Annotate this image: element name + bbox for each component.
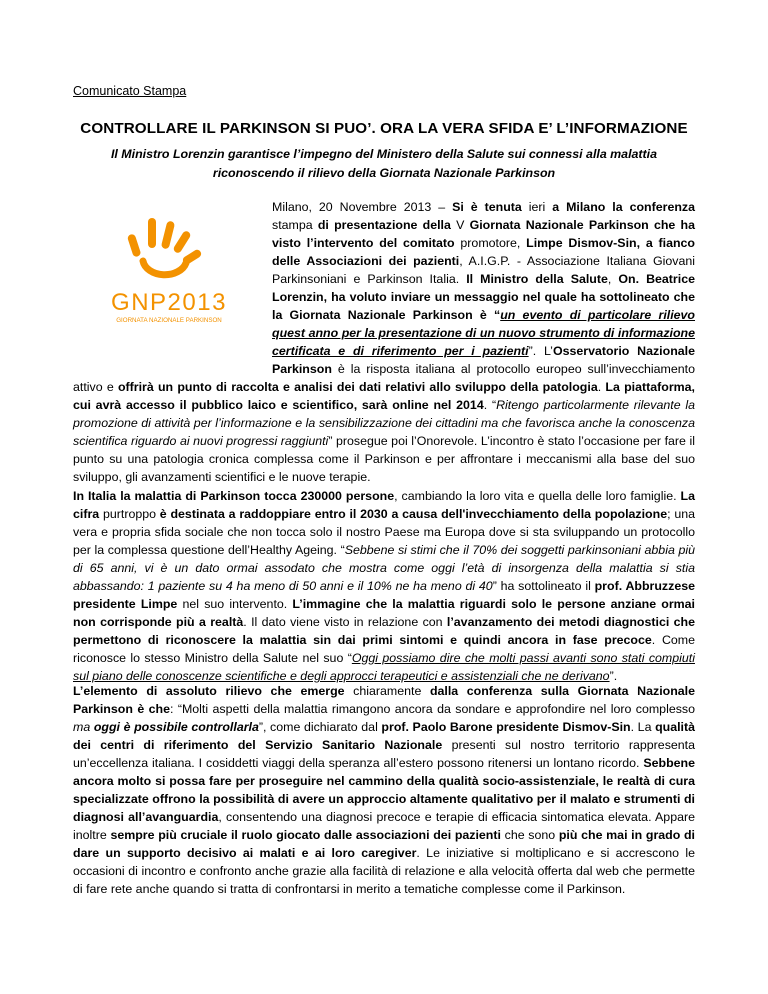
- paragraph-statistics: In Italia la malattia di Parkinson tocca 230000 persone, cambiando la loro vita e quella delle loro famiglie. La cifra purtroppo è destinata a raddoppiare entro il 2030 a causa dell'invecchiamento della popolazione; una vera e propria sfida sociale che non tocca solo il nostro Paese ma Europa dove si sta sviluppando un protocollo per la complessa questione dell’Healthy Ageing. “Sebbene si stimi che il 70% dei soggetti parkinsoniani abbia più di 65 anni, vi è un dato ormai assodato che mostra come oggi l’età di insorgenza della malattia si stia abbassando: 1 paziente su 4 ha meno di 50 anni e il 10% ne ha meno di 40” ha sottolineato il prof. Abbruzzese presidente Limpe nel suo intervento. L’immagine che la malattia riguardi solo le persone anziane ormai non corrisponde più a realtà. Il dato viene visto in relazione con l’avanzamento dei metodi diagnostici che permettono di riconoscere la malattia sin dai primi sintomi e quindi ancora in fase precoce. Come riconosce lo stesso Ministro della Salute nel suo “Oggi possiamo dire che molti passi avanti sono stati compiuti sul piano delle conoscenze scientifiche e degli approcci terapeutici e assistenziali che ne derivano”.: [73, 489, 696, 683]
- paragraph-intro: Milano, 20 Novembre 2013 – Si è tenuta ieri a Milano la conferenza stampa di presentazione della V Giornata Nazionale Parkinson che ha visto l’intervento del comitato promotore, Limpe Dismov-Sin, a fianco delle Associazioni dei pazienti, A.I.G.P. - Associazione Italiana Giovani Parkinsoniani e Parkinson Italia. Il Ministro della Salute, On. Beatrice Lorenzin, ha voluto inviare un messaggio nel quale ha sottolineato che la Giornata Nazionale Parkinson è “un evento di particolare rilievo quest anno per la presentazione di un nuovo strumento di informazione certificata e di riferimento per i pazienti”. L’Osservatorio Nazionale Parkinson è la risposta italiana al protocollo europeo sull’invecchiamento attivo e offrirà un punto di raccolta e analisi dei dati relativi allo sviluppo della patologia. La piattaforma, cui avrà accesso il pubblico laico e scientifico, sarà online nel 2014. “Ritengo particolarmente rilevante la promozione di attività per l’informazione e la sensibilizzazione dei cittadini ma che favorisca anche la conoscenza scientifica riguardo ai nuovi progressi raggiunti” prosegue poi l’Onorevole. L’incontro è stato l’occasione per fare il punto su una patologia cronica complessa come il Parkinson e per affrontare i meccanismi alla base del suo sviluppo, gli avanzamenti scientifici e le nuove terapie.: [73, 200, 696, 484]
- document-label: Comunicato Stampa: [73, 84, 187, 98]
- page-subtitle: Il Ministro Lorenzin garantisce l’impegno del Ministero della Salute sui connessi alla malattia riconoscendo il rilievo della Giornata Nazionale Parkinson: [110, 147, 657, 180]
- svg-text:GNP2013: GNP2013: [111, 289, 227, 316]
- svg-text:GIORNATA NAZIONALE PARKINSON: GIORNATA NAZIONALE PARKINSON: [116, 317, 222, 324]
- page-title: CONTROLLARE IL PARKINSON SI PUO’. ORA LA VERA SFIDA E’ L’INFORMAZIONE: [80, 120, 688, 137]
- paragraph-conference: L’elemento di assoluto rilievo che emerge chiaramente dalla conferenza sulla Giornata Nazionale Parkinson è che: “Molti aspetti della malattia rimangono ancora da sondare e approfondire nel loro complesso ma oggi è possibile controllarla”, come dichiarato dal prof. Paolo Barone presidente Dismov-Sin. La qualità dei centri di riferimento del Servizio Sanitario Nazionale presenti sul nostro territorio rappresenta un’eccellenza italiana. I cosiddetti viaggi della speranza all’estero possono ritenersi un lontano ricordo. Sebbene ancora molto si possa fare per proseguire nel cammino della qualità socio-assistenziale, le realtà di cura specializzate offrono la possibilità di avere un approccio altamente qualitativo per il malato e strumenti di diagnosi all’avanguardia, consentendo una diagnosi precoce e terapie di efficacia sintomatica elevata. Appare inoltre sempre più cruciale il ruolo giocato dalle associazioni dei pazienti che sono più che mai in grado di dare un supporto decisivo ai malati e ai loro caregiver. Le iniziative si moltiplicano e si accrescono le occasioni di incontro e confronto anche grazie alla facilità di relazione e alla velocità offerta dal web che permette di fare rete anche quando si tratta di confrontarsi in merito a tematiche complesse come il Parkinson.: [73, 684, 696, 896]
